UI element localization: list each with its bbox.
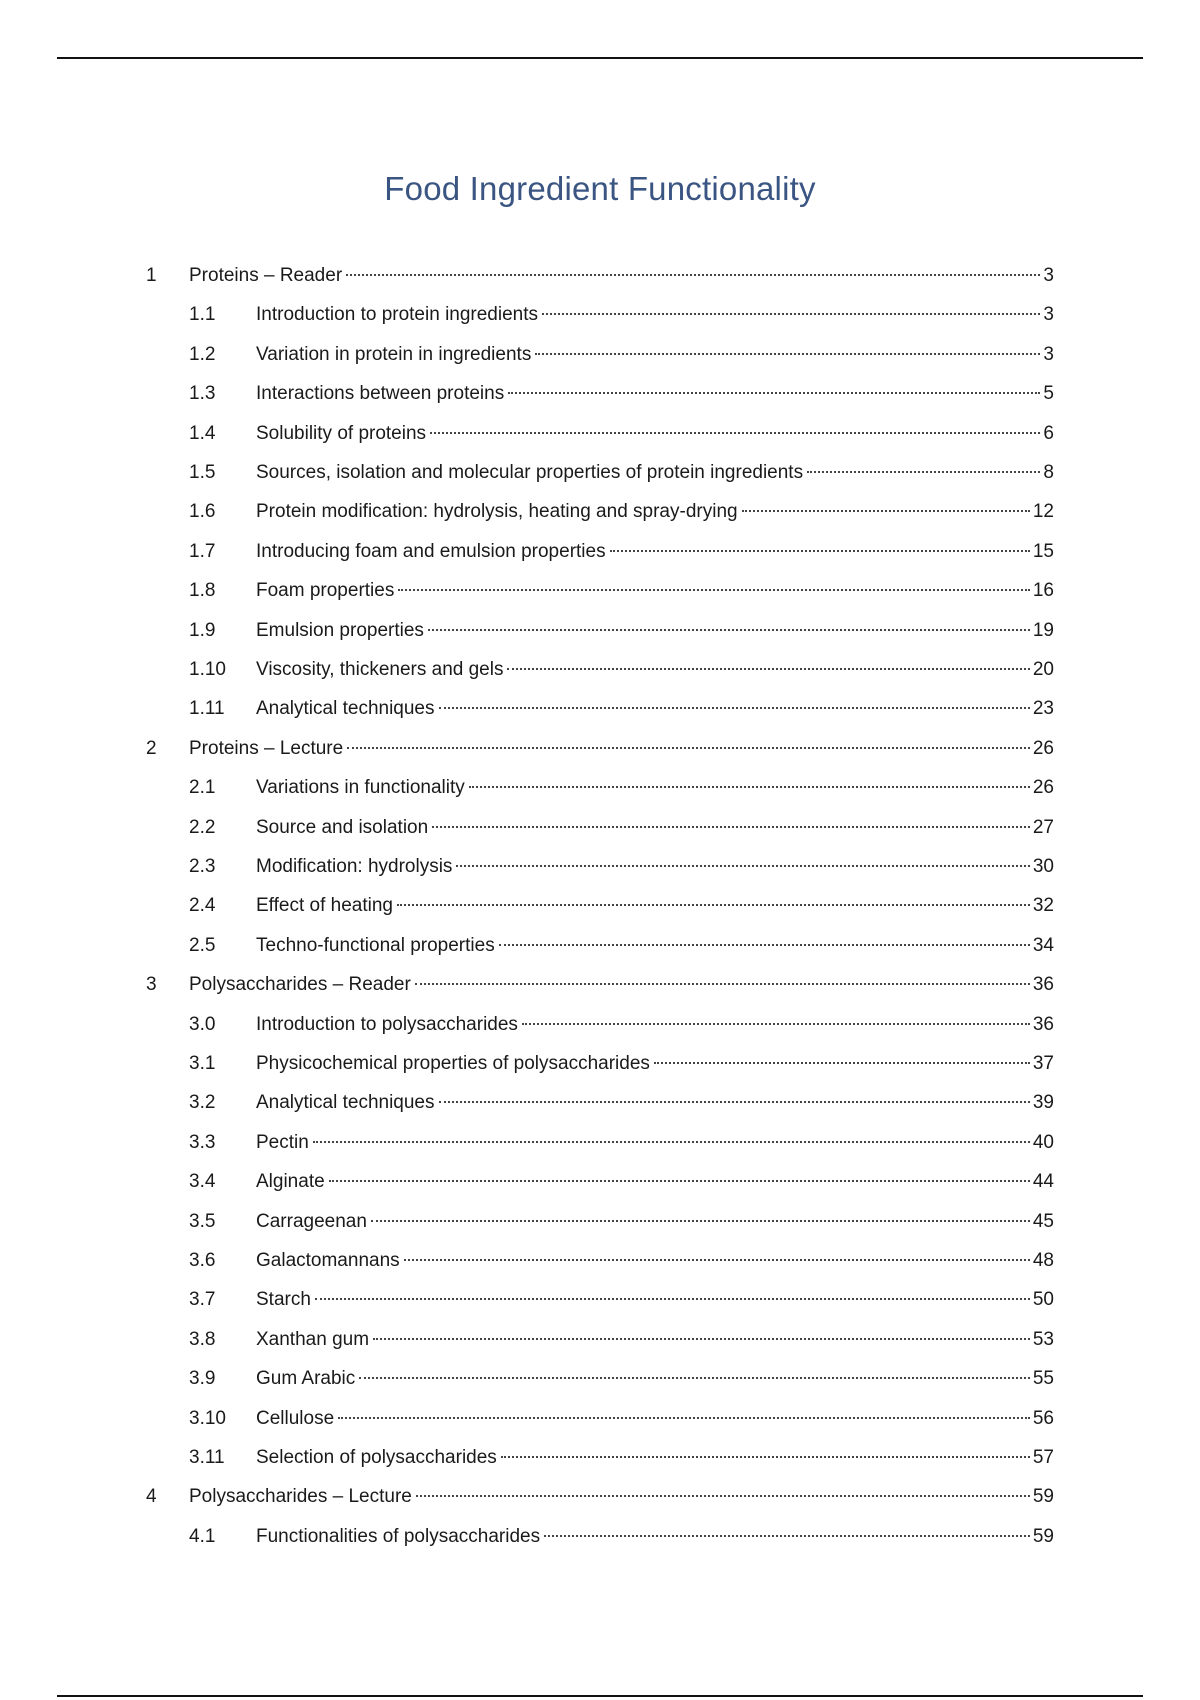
toc-entry-line — [256, 1128, 1054, 1158]
toc-entry-page-number: 23 — [1032, 698, 1054, 720]
toc-entry-number: 2.5 — [189, 934, 216, 956]
toc-entry-number: 1 — [146, 265, 157, 286]
toc-dot-leader — [499, 944, 1030, 946]
toc-dot-leader — [430, 432, 1040, 434]
toc-entry[interactable] — [0, 1285, 1200, 1315]
toc-entry-title: Alginate — [256, 1171, 325, 1193]
toc-entry-number: 3.5 — [189, 1210, 216, 1232]
toc-entry-number: 2.3 — [189, 856, 216, 877]
toc-entry-title: Protein modification: hydrolysis, heating and spray-drying — [256, 501, 738, 523]
toc-entry[interactable] — [0, 300, 1200, 330]
toc-entry-page-number: 53 — [1032, 1328, 1054, 1350]
toc-entry-number: 2 — [146, 737, 157, 759]
toc-entry[interactable] — [0, 1010, 1200, 1040]
toc-entry-line — [256, 1404, 1054, 1434]
toc-entry-number: 3.3 — [189, 1131, 216, 1153]
toc-entry-number: 1.11 — [189, 698, 225, 720]
toc-entry-number: 1.10 — [189, 659, 226, 680]
toc-entry-title: Pectin — [256, 1131, 309, 1153]
toc-entry-line — [256, 379, 1054, 409]
toc-entry[interactable] — [0, 931, 1200, 961]
header-rule — [57, 57, 1143, 59]
toc-entry-page-number: 3 — [1043, 265, 1054, 286]
toc-entry-title: Sources, isolation and molecular properties of protein ingredients — [256, 462, 804, 483]
toc-entry-number: 1.6 — [189, 501, 216, 523]
toc-entry-number: 3.6 — [189, 1250, 216, 1271]
toc-entry-line — [256, 300, 1054, 330]
toc-entry-line — [256, 1049, 1054, 1079]
toc-entry-line — [189, 970, 1054, 1000]
toc-entry-line — [256, 576, 1054, 606]
toc-dot-leader — [807, 471, 1040, 473]
toc-entry-line — [256, 1167, 1054, 1197]
toc-entry-page-number: 26 — [1032, 737, 1054, 759]
toc-entry-line — [256, 1207, 1054, 1237]
toc-entry-line — [256, 1246, 1054, 1276]
toc-entry-number: 1.3 — [189, 383, 216, 405]
toc-entry-title: Introduction to protein ingredients — [256, 304, 539, 326]
toc-entry-title: Viscosity, thickeners and gels — [256, 659, 504, 680]
toc-entry-title: Physicochemical properties of polysaccharides — [256, 1053, 650, 1074]
toc-entry[interactable] — [0, 1522, 1200, 1552]
toc-entry[interactable] — [0, 891, 1200, 921]
toc-entry[interactable] — [0, 1364, 1200, 1394]
toc-dot-leader — [359, 1377, 1030, 1379]
toc-dot-leader — [428, 629, 1030, 631]
toc-entry-line — [189, 1482, 1054, 1512]
toc-dot-leader — [432, 826, 1030, 828]
toc-entry[interactable] — [0, 576, 1200, 606]
toc-entry-line — [256, 931, 1054, 961]
toc-entry-title: Emulsion properties — [256, 619, 424, 641]
toc-entry-page-number: 56 — [1032, 1407, 1054, 1429]
toc-entry[interactable] — [0, 694, 1200, 724]
toc-dot-leader — [416, 1495, 1030, 1497]
toc-dot-leader — [654, 1062, 1030, 1064]
toc-entry-line — [256, 1325, 1054, 1355]
toc-dot-leader — [439, 1101, 1030, 1103]
toc-entry-page-number: 36 — [1032, 974, 1054, 996]
toc-entry-title: Proteins – Lecture — [189, 737, 344, 759]
toc-entry-line — [256, 340, 1054, 370]
toc-entry-title: Analytical techniques — [256, 1092, 435, 1114]
toc-entry[interactable] — [0, 1246, 1200, 1276]
toc-entry-title: Variation in protein in ingredients — [256, 343, 532, 365]
toc-entry-number: 1.2 — [189, 343, 216, 365]
toc-entry-line — [256, 1285, 1054, 1315]
toc-entry-line — [256, 1010, 1054, 1040]
toc-entry[interactable] — [0, 734, 1200, 764]
toc-entry-page-number: 44 — [1032, 1171, 1054, 1193]
toc-entry-title: Cellulose — [256, 1407, 335, 1429]
toc-entry-page-number: 59 — [1032, 1486, 1054, 1508]
toc-dot-leader — [742, 510, 1030, 512]
toc-entry-page-number: 32 — [1032, 895, 1054, 917]
toc-entry-page-number: 26 — [1032, 777, 1054, 799]
toc-entry-line — [256, 694, 1054, 724]
toc-entry-line — [256, 497, 1054, 527]
toc-entry[interactable] — [0, 497, 1200, 527]
toc-dot-leader — [469, 786, 1030, 788]
toc-entry-title: Xanthan gum — [256, 1328, 370, 1350]
toc-entry-line — [256, 773, 1054, 803]
toc-entry-title: Techno-functional properties — [256, 934, 495, 956]
toc-dot-leader — [346, 274, 1040, 276]
toc-dot-leader — [507, 668, 1029, 670]
toc-entry-page-number: 15 — [1032, 540, 1054, 562]
toc-entry-line — [189, 734, 1054, 764]
toc-entry[interactable] — [0, 852, 1200, 882]
toc-entry-line — [256, 891, 1054, 921]
toc-entry[interactable] — [0, 1088, 1200, 1118]
toc-entry-title: Introducing foam and emulsion properties — [256, 540, 606, 562]
toc-dot-leader — [371, 1220, 1030, 1222]
toc-entry-line — [256, 852, 1054, 882]
toc-entry-number: 3 — [146, 974, 157, 996]
toc-entry-number: 4.1 — [189, 1525, 216, 1547]
toc-entry-page-number: 36 — [1032, 1013, 1054, 1035]
toc-entry-number: 1.7 — [189, 540, 216, 562]
toc-entry-page-number: 59 — [1032, 1525, 1054, 1547]
footer-rule — [57, 1695, 1143, 1697]
toc-entry-number: 3.9 — [189, 1368, 216, 1390]
toc-entry[interactable] — [0, 340, 1200, 370]
toc-entry-page-number: 50 — [1032, 1289, 1054, 1311]
toc-entry-page-number: 8 — [1043, 462, 1054, 483]
toc-entry[interactable] — [0, 970, 1200, 1000]
toc-entry[interactable] — [0, 1325, 1200, 1355]
toc-entry-page-number: 20 — [1032, 659, 1054, 680]
toc-entry-number: 3.1 — [189, 1053, 216, 1074]
toc-entry-title: Source and isolation — [256, 816, 429, 838]
toc-entry-page-number: 55 — [1032, 1368, 1054, 1390]
toc-entry-line — [256, 1364, 1054, 1394]
toc-entry-line — [256, 813, 1054, 843]
toc-entry-line — [256, 655, 1054, 685]
toc-entry-number: 1.4 — [189, 422, 216, 444]
toc-entry-page-number: 16 — [1032, 580, 1054, 602]
toc-entry-number: 2.2 — [189, 816, 216, 838]
toc-dot-leader — [501, 1456, 1030, 1458]
toc-entry-number: 3.7 — [189, 1289, 216, 1311]
toc-dot-leader — [535, 353, 1040, 355]
toc-entry[interactable] — [0, 1128, 1200, 1158]
toc-dot-leader — [313, 1141, 1030, 1143]
toc-entry-number: 3.8 — [189, 1328, 216, 1350]
toc-entry-number: 3.4 — [189, 1171, 216, 1193]
toc-entry-title: Variations in functionality — [256, 777, 465, 799]
toc-entry-title: Analytical techniques — [256, 698, 435, 720]
toc-entry-title: Modification: hydrolysis — [256, 856, 453, 877]
toc-entry-page-number: 34 — [1032, 934, 1054, 956]
toc-entry-title: Effect of heating — [256, 895, 393, 917]
toc-entry-line — [256, 1088, 1054, 1118]
toc-dot-leader — [439, 707, 1030, 709]
toc-entry-number: 1.8 — [189, 580, 216, 602]
toc-entry[interactable] — [0, 1443, 1200, 1473]
toc-entry-title: Gum Arabic — [256, 1368, 356, 1390]
toc-entry[interactable] — [0, 537, 1200, 567]
toc-entry-page-number: 12 — [1032, 501, 1054, 523]
toc-entry-page-number: 45 — [1032, 1210, 1054, 1232]
toc-dot-leader — [329, 1180, 1030, 1182]
toc-entry-page-number: 27 — [1032, 816, 1054, 838]
toc-dot-leader — [338, 1417, 1030, 1419]
toc-entry[interactable] — [0, 813, 1200, 843]
toc-entry[interactable] — [0, 379, 1200, 409]
toc-entry[interactable] — [0, 1482, 1200, 1512]
toc-entry-page-number: 5 — [1043, 383, 1054, 405]
toc-entry-title: Starch — [256, 1289, 311, 1311]
toc-entry-number: 1.9 — [189, 619, 216, 641]
toc-entry-page-number: 40 — [1032, 1131, 1054, 1153]
toc-entry-line — [256, 537, 1054, 567]
toc-entry-line — [256, 458, 1054, 488]
toc-dot-leader — [404, 1259, 1030, 1261]
toc-dot-leader — [415, 983, 1030, 985]
toc-entry[interactable] — [0, 261, 1200, 291]
toc-entry-page-number: 3 — [1043, 343, 1054, 365]
toc-dot-leader — [542, 313, 1040, 315]
toc-dot-leader — [398, 589, 1030, 591]
toc-entry-page-number: 39 — [1032, 1092, 1054, 1114]
toc-dot-leader — [508, 392, 1040, 394]
toc-entry-page-number: 19 — [1032, 619, 1054, 641]
toc-entry-title: Functionalities of polysaccharides — [256, 1525, 541, 1547]
toc-entry-number: 3.2 — [189, 1092, 216, 1114]
document-title: Food Ingredient Functionality — [384, 170, 816, 207]
toc-dot-leader — [544, 1535, 1030, 1537]
toc-entry-title: Foam properties — [256, 580, 395, 602]
toc-entry-line — [256, 419, 1054, 449]
toc-entry-page-number: 57 — [1032, 1447, 1054, 1468]
toc-entry[interactable] — [0, 419, 1200, 449]
toc-entry-title: Carrageenan — [256, 1210, 367, 1232]
toc-entry-title: Proteins – Reader — [189, 265, 343, 286]
toc-entry-number: 2.4 — [189, 895, 216, 917]
toc-entry[interactable] — [0, 773, 1200, 803]
toc-dot-leader — [522, 1023, 1030, 1025]
toc-entry-title: Introduction to polysaccharides — [256, 1013, 518, 1035]
toc-dot-leader — [456, 865, 1029, 867]
toc-entry-line — [189, 261, 1054, 291]
toc-entry-title: Polysaccharides – Lecture — [189, 1486, 412, 1508]
toc-entry-page-number: 30 — [1032, 856, 1054, 877]
toc-entry-number: 2.1 — [189, 777, 216, 799]
toc-entry[interactable] — [0, 1404, 1200, 1434]
toc-entry-title: Polysaccharides – Reader — [189, 974, 411, 996]
toc-entry-page-number: 3 — [1043, 304, 1054, 326]
toc-entry[interactable] — [0, 1167, 1200, 1197]
toc-entry-page-number: 37 — [1032, 1053, 1054, 1074]
toc-dot-leader — [347, 747, 1030, 749]
toc-entry-line — [256, 1443, 1054, 1473]
toc-entry-page-number: 6 — [1043, 422, 1054, 444]
toc-entry-title: Galactomannans — [256, 1250, 400, 1271]
toc-entry[interactable] — [0, 1207, 1200, 1237]
toc-entry-number: 3.11 — [189, 1447, 225, 1468]
toc-entry[interactable] — [0, 1049, 1200, 1079]
toc-entry-number: 4 — [146, 1486, 157, 1508]
toc-entry-number: 1.1 — [189, 304, 216, 326]
toc-entry-title: Interactions between proteins — [256, 383, 505, 405]
toc-entry-number: 3.10 — [189, 1407, 226, 1429]
toc-entry-page-number: 48 — [1032, 1250, 1054, 1271]
toc-entry-title: Selection of polysaccharides — [256, 1447, 497, 1468]
toc-dot-leader — [397, 904, 1030, 906]
toc-entry[interactable] — [0, 458, 1200, 488]
toc-entry[interactable] — [0, 655, 1200, 685]
toc-entry-number: 3.0 — [189, 1013, 216, 1035]
toc-dot-leader — [373, 1338, 1030, 1340]
toc-entry-title: Solubility of proteins — [256, 422, 427, 444]
toc-entry-line — [256, 1522, 1054, 1552]
toc-dot-leader — [610, 550, 1030, 552]
toc-dot-leader — [315, 1298, 1030, 1300]
toc-entry-line — [256, 616, 1054, 646]
toc-entry-number: 1.5 — [189, 462, 216, 483]
toc-entry[interactable] — [0, 616, 1200, 646]
